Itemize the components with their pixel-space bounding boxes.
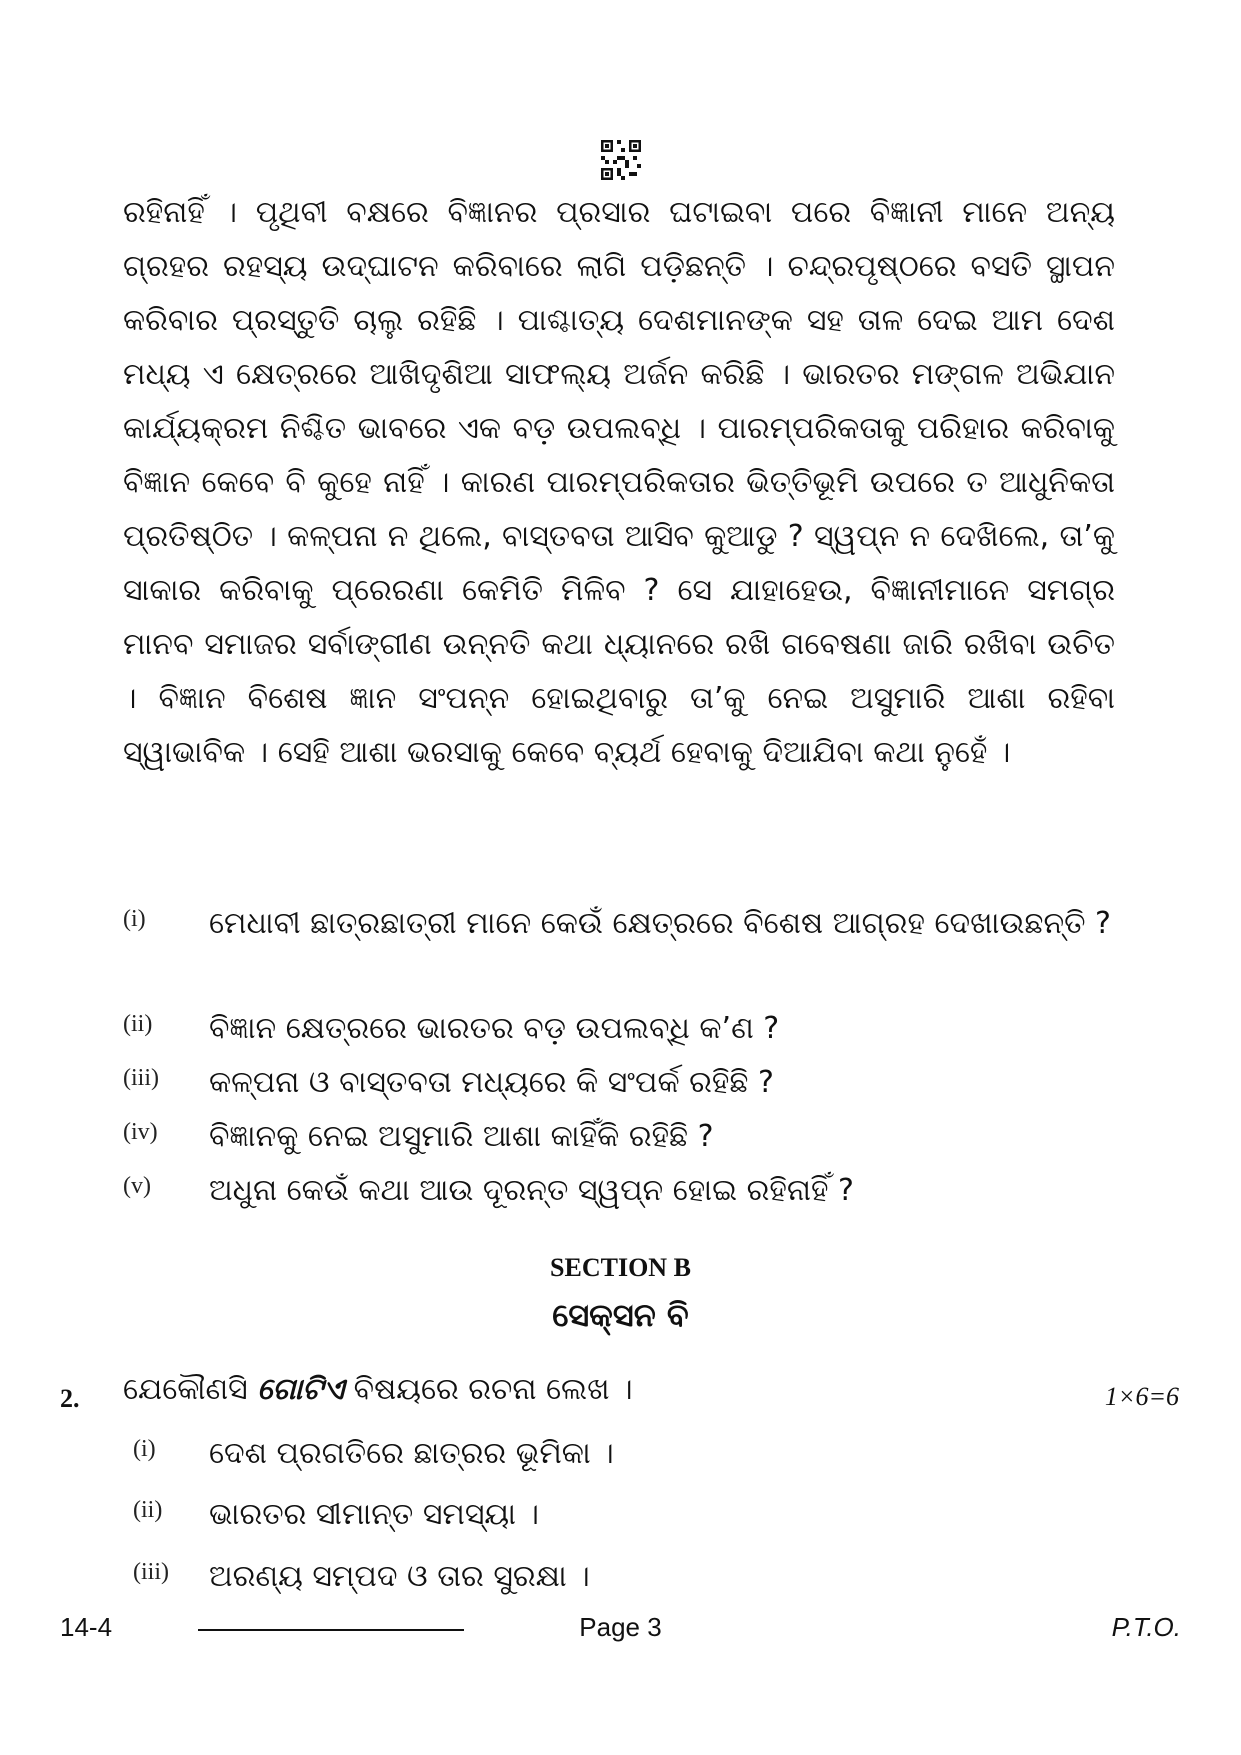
question-text: ମେଧାବୀ ଛାତ୍ରଛାତ୍ରୀ ମାନେ କେଉଁ କ୍ଷେତ୍ରରେ ବିଶେଷ ଆଗ୍ରହ ଦେଖାଉଛନ୍ତି ? — [209, 906, 1111, 941]
question-number: (ii) — [123, 1011, 153, 1037]
question-1-ii — [123, 1005, 779, 1053]
question-text: କଳ୍ପନା ଓ ବାସ୍ତବତା ମଧ୍ୟରେ କି ସଂପର୍କ ରହିଛି ? — [209, 1065, 774, 1100]
option-text: ଦେଶ ପ୍ରଗତିରେ ଛାତ୍ରର ଭୂମିକା । — [209, 1436, 614, 1471]
question-2-prompt — [123, 1372, 633, 1407]
option-number: (iii) — [133, 1559, 169, 1585]
option-text: ଭାରତର ସୀମାନ୍ତ ସମସ୍ୟା । — [209, 1497, 540, 1532]
question-2-option-ii — [133, 1491, 539, 1539]
option-number: (ii) — [133, 1497, 163, 1523]
question-number: (i) — [123, 906, 146, 932]
section-heading-english: SECTION B — [550, 1253, 691, 1282]
qr-code — [601, 140, 641, 180]
question-1-iv — [123, 1113, 714, 1161]
question-1-iii — [123, 1059, 774, 1107]
question-2-number: 2. — [60, 1384, 80, 1413]
question-1-v — [123, 1167, 854, 1215]
question-text: ବିଜ୍ଞାନକୁ ନେଇ ଅସୁମାରି ଆଶା କାହିଁକି ରହିଛି ? — [209, 1119, 714, 1154]
option-number: (i) — [133, 1436, 156, 1462]
question-text: ବିଜ୍ଞାନ କ୍ଷେତ୍ରରେ ଭାରତର ବଡ଼ ଉପଲବ୍ଧି କ’ଣ ? — [209, 1011, 780, 1046]
question-number: (v) — [123, 1173, 151, 1199]
question-number: (iii) — [123, 1065, 159, 1091]
question-text: ଅଧୁନା କେଉଁ କଥା ଆଉ ଦୂରନ୍ତ ସ୍ୱପ୍ନ ହୋଇ ରହିନାହିଁ ? — [209, 1173, 854, 1208]
section-heading-odia: ସେକ୍ସନ ବି — [552, 1296, 689, 1334]
comprehension-passage: ରହିନାହିଁ । ପୃଥିବୀ ବକ୍ଷରେ ବିଜ୍ଞାନର ପ୍ରସାର ଘଟାଇବା ପରେ ବିଜ୍ଞାନୀ ମାନେ ଅନ୍ୟ ଗ୍ରହର ରହସ୍ୟ ଉଦ୍‌ଘାଟନ କରିବାରେ ଲାଗି ପଡ଼ିଛନ୍ତି । ଚନ୍ଦ୍ରପୃଷ୍ଠରେ ବସତି ସ୍ଥାପନ କରିବାର ପ୍ରସ୍ତୁତି ଚାଲୁ ରହିଛି । ପାଶ୍ଚାତ୍ୟ ଦେଶମାନଙ୍କ ସହ ତାଳ ଦେଇ ଆମ ଦେଶ ମଧ୍ୟ ଏ କ୍ଷେତ୍ରରେ ଆଖିଦୃଶିଆ ସାଫଲ୍ୟ ଅର୍ଜନ କରିଛି । ଭାରତର ମଙ୍ଗଳ ଅଭିଯାନ କାର୍ଯ୍ୟକ୍ରମ ନିଶ୍ଚିତ ଭାବରେ ଏକ ବଡ଼ ଉପଲବ୍ଧି । ପାରମ୍ପରିକତାକୁ ପରିହାର କରିବାକୁ ବିଜ୍ଞାନ କେବେ ବି କୁହେ ନାହିଁ । କାରଣ ପାରମ୍ପରିକତାର ଭିତ୍ତିଭୂମି ଉପରେ ତ ଆଧୁନିକତା ପ୍ରତିଷ୍ଠିତ । କଳ୍ପନା ନ ଥିଲେ, ବାସ୍ତବତା ଆସିବ କୁଆଡୁ ? ସ୍ୱପ୍ନ ନ ଦେଖିଲେ, ତା’କୁ ସାକାର କରିବାକୁ ପ୍ରେରଣା କେମିତି ମିଳିବ ? ସେ ଯାହାହେଉ, ବିଜ୍ଞାନୀମାନେ ସମଗ୍ର ମାନବ ସମାଜର ସର୍ବାଙ୍ଗୀଣ ଉନ୍ନତି କଥା ଧ୍ୟାନରେ ରଖି ଗବେଷଣା ଜାରି ରଖିବା ଉଚିତ । ବିଜ୍ଞାନ ବିଶେଷ ଜ୍ଞାନ ସଂପନ୍ନ ହୋଇଥିବାରୁ ତା’କୁ ନେଇ ଅସୁମାରି ଆଶା ରହିବା ସ୍ୱାଭାବିକ । ସେହି ଆଶା ଭରସାକୁ କେବେ ବ୍ୟର୍ଥ ହେବାକୁ ଦିଆଯିବା କଥା ନୁହେଁ । — [123, 195, 1115, 770]
prompt-emphasis: ଗୋଟିଏ — [257, 1372, 345, 1407]
prompt-text: ଯେକୌଣସି — [123, 1372, 248, 1407]
page-number: Page 3 — [579, 1612, 662, 1642]
paper-code: 14-4 — [60, 1612, 113, 1642]
question-number: (iv) — [123, 1119, 158, 1145]
option-text: ଅରଣ୍ୟ ସମ୍ପଦ ଓ ତାର ସୁରକ୍ଷା । — [209, 1559, 590, 1594]
please-turn-over: P.T.O. — [1111, 1612, 1181, 1642]
question-2-option-iii — [133, 1553, 590, 1601]
question-1-i — [123, 900, 1115, 948]
prompt-text: ବିଷୟରେ ରଚନା ଲେଖ । — [353, 1372, 633, 1407]
question-2-marks: 1×6=6 — [1104, 1382, 1179, 1411]
question-2-option-i — [133, 1430, 614, 1478]
